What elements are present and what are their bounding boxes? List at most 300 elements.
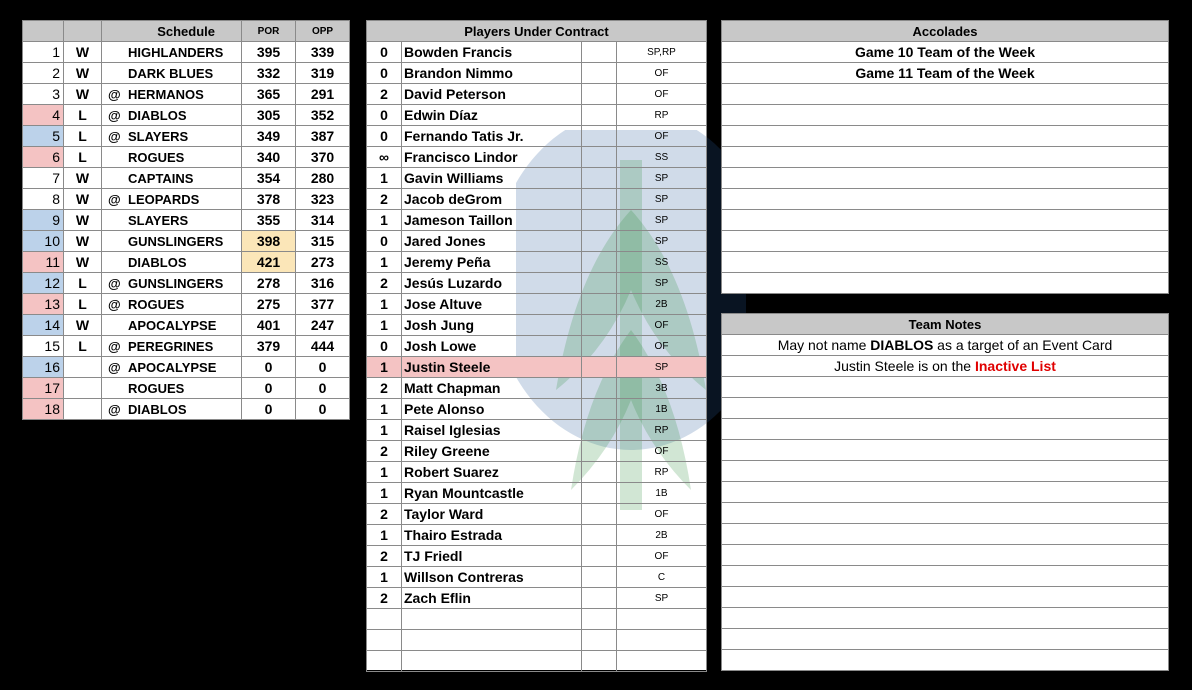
schedule-row	[23, 189, 350, 210]
player-name: Jose Altuve	[402, 294, 582, 315]
game-result	[64, 399, 102, 420]
game-number: 15	[23, 336, 64, 357]
player-blank-cell	[582, 252, 617, 273]
por-score: 0	[242, 378, 296, 399]
opp-score: 314	[296, 210, 350, 231]
contract-years	[367, 630, 402, 651]
accolades-title: Accolades	[722, 21, 1169, 42]
schedule-row	[23, 399, 350, 420]
team-note-empty	[722, 377, 1169, 398]
player-position: SP	[617, 273, 707, 294]
player-row	[367, 609, 707, 630]
schedule-row	[23, 378, 350, 399]
team-note-row-empty	[722, 629, 1169, 650]
player-position: SP	[617, 210, 707, 231]
player-row	[367, 63, 707, 84]
away-marker: @	[108, 107, 121, 123]
player-name: Edwin Díaz	[402, 105, 582, 126]
schedule-row	[23, 294, 350, 315]
opponent-name: APOCALYPSE	[128, 359, 217, 375]
player-position	[617, 651, 707, 672]
game-result: W	[64, 231, 102, 252]
player-blank-cell	[582, 609, 617, 630]
team-note-row-empty	[722, 419, 1169, 440]
opp-score: 247	[296, 315, 350, 336]
game-number: 7	[23, 168, 64, 189]
player-blank-cell	[582, 462, 617, 483]
player-name: TJ Friedl	[402, 546, 582, 567]
accolade-text	[722, 252, 1169, 273]
por-header: POR	[242, 21, 296, 42]
player-name: Brandon Nimmo	[402, 63, 582, 84]
player-blank-cell	[582, 441, 617, 462]
opp-score: 323	[296, 189, 350, 210]
team-note-row-empty	[722, 566, 1169, 587]
accolade-row	[722, 231, 1169, 252]
player-name: Fernando Tatis Jr.	[402, 126, 582, 147]
game-result: W	[64, 63, 102, 84]
player-row	[367, 420, 707, 441]
contract-years: 0	[367, 42, 402, 63]
game-opponent-cell	[102, 399, 242, 420]
player-position: RP	[617, 105, 707, 126]
game-result: W	[64, 315, 102, 336]
contract-years	[367, 651, 402, 672]
schedule-row	[23, 63, 350, 84]
team-note-row	[722, 356, 1169, 377]
player-position: SP	[617, 231, 707, 252]
schedule-header-row	[23, 21, 350, 42]
player-row	[367, 273, 707, 294]
schedule-row	[23, 273, 350, 294]
player-row	[367, 651, 707, 672]
team-note-row-empty	[722, 524, 1169, 545]
player-row	[367, 84, 707, 105]
player-position: SS	[617, 147, 707, 168]
opponent-name: DARK BLUES	[128, 65, 214, 81]
game-opponent-cell	[102, 126, 242, 147]
contract-years: 0	[367, 63, 402, 84]
accolade-row	[722, 105, 1169, 126]
por-score: 421	[242, 252, 296, 273]
accolade-row	[722, 252, 1169, 273]
player-name: Ryan Mountcastle	[402, 483, 582, 504]
schedule-row	[23, 315, 350, 336]
player-blank-cell	[582, 546, 617, 567]
player-row	[367, 42, 707, 63]
game-number: 1	[23, 42, 64, 63]
opponent-name: LEOPARDS	[128, 191, 200, 207]
schedule-body	[23, 42, 350, 420]
schedule-title: Schedule	[102, 21, 242, 42]
player-name: Jesús Luzardo	[402, 273, 582, 294]
opponent-name: GUNSLINGERS	[128, 275, 224, 291]
player-position: 3B	[617, 378, 707, 399]
contract-years: 1	[367, 483, 402, 504]
opp-score: 0	[296, 378, 350, 399]
team-note-row-empty	[722, 440, 1169, 461]
player-position: 2B	[617, 294, 707, 315]
away-marker: @	[108, 191, 121, 207]
game-result: W	[64, 42, 102, 63]
away-marker: @	[108, 338, 121, 354]
player-name: David Peterson	[402, 84, 582, 105]
player-row	[367, 126, 707, 147]
player-row	[367, 462, 707, 483]
opp-score: 0	[296, 399, 350, 420]
player-blank-cell	[582, 588, 617, 609]
player-position: SP	[617, 588, 707, 609]
player-blank-cell	[582, 483, 617, 504]
accolade-text	[722, 105, 1169, 126]
game-number: 9	[23, 210, 64, 231]
player-name	[402, 651, 582, 672]
player-name: Francisco Lindor	[402, 147, 582, 168]
game-number: 16	[23, 357, 64, 378]
team-notes-title: Team Notes	[722, 314, 1169, 335]
player-row	[367, 147, 707, 168]
por-score: 0	[242, 399, 296, 420]
accolade-row	[722, 126, 1169, 147]
player-position: OF	[617, 63, 707, 84]
accolade-text: Game 10 Team of the Week	[722, 42, 1169, 63]
opponent-name: GUNSLINGERS	[128, 233, 224, 249]
player-blank-cell	[582, 357, 617, 378]
player-blank-cell	[582, 567, 617, 588]
game-opponent-cell	[102, 378, 242, 399]
opponent-name: HERMANOS	[128, 86, 204, 102]
player-name	[402, 630, 582, 651]
game-number: 6	[23, 147, 64, 168]
player-row	[367, 168, 707, 189]
note-text: May not name	[777, 337, 871, 353]
game-opponent-cell	[102, 252, 242, 273]
player-name: Pete Alonso	[402, 399, 582, 420]
contract-years: 2	[367, 588, 402, 609]
player-row	[367, 231, 707, 252]
game-number: 13	[23, 294, 64, 315]
player-position: 1B	[617, 483, 707, 504]
team-note-empty	[722, 482, 1169, 503]
contract-years: 2	[367, 84, 402, 105]
player-row-inactive	[367, 357, 707, 378]
game-result: W	[64, 168, 102, 189]
accolade-row	[722, 147, 1169, 168]
opp-score: 315	[296, 231, 350, 252]
player-blank-cell	[582, 231, 617, 252]
contract-years: 0	[367, 231, 402, 252]
game-result: L	[64, 126, 102, 147]
game-result: L	[64, 273, 102, 294]
player-row	[367, 504, 707, 525]
team-note-empty	[722, 461, 1169, 482]
accolade-row	[722, 42, 1169, 63]
team-note-empty	[722, 503, 1169, 524]
team-note-empty	[722, 419, 1169, 440]
player-position: OF	[617, 546, 707, 567]
contract-years: 2	[367, 378, 402, 399]
player-blank-cell	[582, 63, 617, 84]
team-note-empty	[722, 524, 1169, 545]
contract-years: 2	[367, 273, 402, 294]
team-notes-table	[721, 313, 1169, 671]
away-marker: @	[108, 296, 121, 312]
opp-score: 273	[296, 252, 350, 273]
game-result: L	[64, 336, 102, 357]
player-name: Josh Lowe	[402, 336, 582, 357]
note-emphasis: DIABLOS	[870, 337, 934, 353]
team-note-text	[722, 335, 1169, 356]
player-row	[367, 567, 707, 588]
players-title: Players Under Contract	[367, 21, 707, 42]
opp-score: 291	[296, 84, 350, 105]
away-marker: @	[108, 128, 121, 144]
game-number: 5	[23, 126, 64, 147]
schedule-row	[23, 105, 350, 126]
contract-years: 2	[367, 441, 402, 462]
player-position: SP	[617, 189, 707, 210]
game-opponent-cell	[102, 315, 242, 336]
game-opponent-cell	[102, 294, 242, 315]
players-table	[366, 20, 707, 672]
player-blank-cell	[582, 147, 617, 168]
player-blank-cell	[582, 630, 617, 651]
contract-years: 1	[367, 315, 402, 336]
game-number: 12	[23, 273, 64, 294]
team-note-text	[722, 356, 1169, 377]
accolade-text: Game 11 Team of the Week	[722, 63, 1169, 84]
game-opponent-cell	[102, 63, 242, 84]
player-name	[402, 609, 582, 630]
contract-years: 1	[367, 567, 402, 588]
team-note-row	[722, 335, 1169, 356]
team-note-empty	[722, 440, 1169, 461]
contract-years: 2	[367, 546, 402, 567]
player-name: Riley Greene	[402, 441, 582, 462]
player-name: Raisel Iglesias	[402, 420, 582, 441]
player-name: Matt Chapman	[402, 378, 582, 399]
player-name: Bowden Francis	[402, 42, 582, 63]
player-name: Taylor Ward	[402, 504, 582, 525]
player-row	[367, 399, 707, 420]
player-name: Jeremy Peña	[402, 252, 582, 273]
player-blank-cell	[582, 189, 617, 210]
contract-years: 2	[367, 189, 402, 210]
player-blank-cell	[582, 399, 617, 420]
opp-score: 370	[296, 147, 350, 168]
game-number: 3	[23, 84, 64, 105]
opp-score: 280	[296, 168, 350, 189]
player-position: SP	[617, 168, 707, 189]
opp-score: 319	[296, 63, 350, 84]
opponent-name: ROGUES	[128, 296, 185, 312]
contract-years: 1	[367, 420, 402, 441]
game-opponent-cell	[102, 231, 242, 252]
away-marker: @	[108, 359, 121, 375]
players-panel	[366, 20, 706, 670]
opponent-name: DIABLOS	[128, 254, 187, 270]
opp-score: 316	[296, 273, 350, 294]
team-note-empty	[722, 566, 1169, 587]
player-row	[367, 315, 707, 336]
player-blank-cell	[582, 378, 617, 399]
away-marker: @	[108, 401, 121, 417]
opponent-name: APOCALYPSE	[128, 317, 217, 333]
schedule-row	[23, 231, 350, 252]
accolade-text	[722, 273, 1169, 294]
accolades-table	[721, 20, 1169, 294]
contract-years: 1	[367, 168, 402, 189]
por-score: 340	[242, 147, 296, 168]
player-position	[617, 630, 707, 651]
contract-years: ∞	[367, 147, 402, 168]
player-blank-cell	[582, 168, 617, 189]
player-position: OF	[617, 441, 707, 462]
game-number: 14	[23, 315, 64, 336]
contract-years: 0	[367, 105, 402, 126]
contract-years	[367, 609, 402, 630]
player-blank-cell	[582, 294, 617, 315]
players-body	[367, 42, 707, 672]
team-note-empty	[722, 629, 1169, 650]
away-marker: @	[108, 86, 121, 102]
opponent-name: SLAYERS	[128, 128, 189, 144]
player-row	[367, 210, 707, 231]
contract-years: 1	[367, 294, 402, 315]
accolade-text	[722, 231, 1169, 252]
note-text: Justin Steele is on the	[834, 358, 975, 374]
team-note-row-empty	[722, 377, 1169, 398]
game-opponent-cell	[102, 42, 242, 63]
game-opponent-cell	[102, 147, 242, 168]
player-row	[367, 441, 707, 462]
accolade-text	[722, 210, 1169, 231]
player-name: Robert Suarez	[402, 462, 582, 483]
player-name: Willson Contreras	[402, 567, 582, 588]
schedule-row	[23, 42, 350, 63]
players-header-row	[367, 21, 707, 42]
opponent-name: CAPTAINS	[128, 170, 194, 186]
accolade-text	[722, 84, 1169, 105]
accolade-row	[722, 84, 1169, 105]
game-number: 18	[23, 399, 64, 420]
team-note-empty	[722, 398, 1169, 419]
accolade-row	[722, 168, 1169, 189]
team-note-empty	[722, 608, 1169, 629]
schedule-row	[23, 147, 350, 168]
schedule-row	[23, 357, 350, 378]
player-row	[367, 483, 707, 504]
game-result: W	[64, 252, 102, 273]
por-score: 355	[242, 210, 296, 231]
player-blank-cell	[582, 84, 617, 105]
player-position: OF	[617, 84, 707, 105]
game-result: W	[64, 84, 102, 105]
contract-years: 1	[367, 357, 402, 378]
schedule-table	[22, 20, 350, 420]
accolades-header-row	[722, 21, 1169, 42]
accolade-row	[722, 189, 1169, 210]
opponent-name: PEREGRINES	[128, 338, 214, 354]
game-result	[64, 378, 102, 399]
por-score: 401	[242, 315, 296, 336]
player-position: RP	[617, 462, 707, 483]
game-result: W	[64, 210, 102, 231]
player-position: OF	[617, 504, 707, 525]
accolades-body	[722, 42, 1169, 294]
opponent-name: SLAYERS	[128, 212, 189, 228]
contract-years: 0	[367, 336, 402, 357]
contract-years: 1	[367, 252, 402, 273]
por-score: 354	[242, 168, 296, 189]
game-number: 11	[23, 252, 64, 273]
player-row	[367, 252, 707, 273]
player-position: SS	[617, 252, 707, 273]
away-marker: @	[108, 275, 121, 291]
player-blank-cell	[582, 315, 617, 336]
contract-years: 1	[367, 210, 402, 231]
team-note-empty	[722, 587, 1169, 608]
player-row	[367, 546, 707, 567]
player-row	[367, 378, 707, 399]
opp-score: 339	[296, 42, 350, 63]
accolade-row	[722, 273, 1169, 294]
game-result: L	[64, 105, 102, 126]
player-position: OF	[617, 336, 707, 357]
por-score: 365	[242, 84, 296, 105]
game-result: L	[64, 294, 102, 315]
player-row	[367, 294, 707, 315]
opp-header: OPP	[296, 21, 350, 42]
player-row	[367, 630, 707, 651]
game-number: 2	[23, 63, 64, 84]
por-score: 332	[242, 63, 296, 84]
accolade-text	[722, 189, 1169, 210]
opp-score: 352	[296, 105, 350, 126]
por-score: 305	[242, 105, 296, 126]
por-score: 275	[242, 294, 296, 315]
team-note-empty	[722, 545, 1169, 566]
por-score: 0	[242, 357, 296, 378]
game-opponent-cell	[102, 357, 242, 378]
contract-years: 1	[367, 399, 402, 420]
player-blank-cell	[582, 336, 617, 357]
player-blank-cell	[582, 420, 617, 441]
por-score: 378	[242, 189, 296, 210]
opponent-name: ROGUES	[128, 380, 185, 396]
schedule-row	[23, 336, 350, 357]
contract-years: 0	[367, 126, 402, 147]
player-row	[367, 189, 707, 210]
schedule-header-blank2	[64, 21, 102, 42]
contract-years: 2	[367, 504, 402, 525]
player-name: Jared Jones	[402, 231, 582, 252]
game-number: 17	[23, 378, 64, 399]
game-result: W	[64, 189, 102, 210]
player-name: Justin Steele	[402, 357, 582, 378]
accolade-row	[722, 63, 1169, 84]
player-row	[367, 525, 707, 546]
player-row	[367, 588, 707, 609]
player-blank-cell	[582, 105, 617, 126]
por-score: 349	[242, 126, 296, 147]
opp-score: 444	[296, 336, 350, 357]
accolade-row	[722, 210, 1169, 231]
team-note-row-empty	[722, 587, 1169, 608]
player-row	[367, 105, 707, 126]
player-position: SP,RP	[617, 42, 707, 63]
contract-years: 1	[367, 525, 402, 546]
